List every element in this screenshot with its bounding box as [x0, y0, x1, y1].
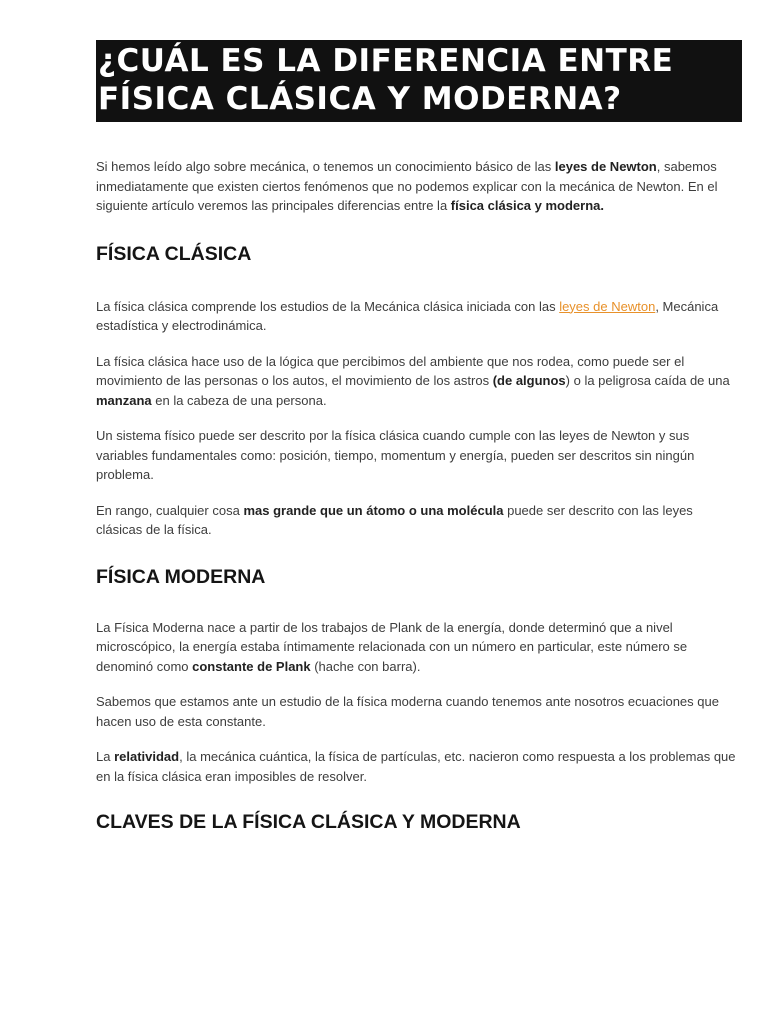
moderna-p3-bold-relatividad: relatividad	[114, 749, 180, 764]
clasica-p2-bold-1: (de algunos	[492, 373, 566, 388]
heading-fisica-moderna: FÍSICA MODERNA	[96, 565, 266, 588]
title-line-2: FÍSICA CLÁSICA Y MODERNA?	[98, 81, 622, 117]
page-title	[96, 40, 742, 122]
clasica-p1-text-1: La física clásica comprende los estudios de la Mecánica clásica iniciada con las	[96, 298, 560, 314]
moderna-p1-text-1: La Física Moderna nace a partir de los trabajos de Plank de la energía, donde determinó que a nivel microscópico, la energía estaba íntimamente relacionada con un número en particular, este número se denominó como	[96, 619, 688, 674]
intro-bold-leyes-newton: leyes de Newton	[554, 159, 657, 174]
moderna-p1-text-2: (hache con barra).	[310, 658, 421, 674]
clasica-p2-text-1: La física clásica hace uso de la lógica que percibimos del ambiente que nos rodea, como puede ser el movimiento de las personas o los autos, el movimiento de los astros	[96, 353, 685, 388]
clasica-p4-text-1: En rango, cualquier cosa	[96, 502, 244, 518]
clasica-p2-text-3: en la cabeza de una persona.	[151, 392, 327, 408]
leyes-de-newton-link[interactable]: leyes de Newton	[559, 298, 656, 314]
moderna-p1-bold-constante: constante de Plank	[192, 658, 311, 674]
heading-fisica-clasica: FÍSICA CLÁSICA	[96, 242, 252, 265]
intro-bold-fisica: física clásica y moderna.	[450, 198, 604, 213]
moderna-p3-text-2: , la mecánica cuántica, la física de partículas, etc. nacieron como respuesta a los problemas que en la física clásica eran imposibles de resolver.	[96, 749, 736, 784]
intro-paragraph	[96, 157, 742, 216]
article	[96, 40, 742, 834]
intro-text-2: , sabemos inmediatamente que existen ciertos fenómenos que no podemos explicar con la mecánica de Newton. En el siguiente artículo veremos las principales diferencias entre la	[96, 159, 718, 213]
clasica-p4-bold: mas grande que un átomo o una molécula	[243, 502, 504, 518]
moderna-paragraph-3	[96, 747, 742, 786]
clasica-p1-text-2: , Mecánica estadística y electrodinámica.	[96, 298, 719, 333]
clasica-p2-text-2: ) o la peligrosa caída de una	[565, 373, 730, 388]
moderna-p3-text-1: La	[96, 749, 115, 764]
clasica-p4-text-2: puede ser descrito con las leyes clásicas de la física.	[96, 502, 693, 537]
clasica-p2-bold-manzana: manzana	[96, 392, 152, 408]
moderna-paragraph-2: Sabemos que estamos ante un estudio de la física moderna cuando tenemos ante nosotros ecuaciones que hacen uso de esta constante.	[96, 694, 719, 729]
clasica-paragraph-1	[96, 297, 742, 336]
clasica-paragraph-4	[96, 501, 742, 540]
moderna-paragraph-1	[96, 618, 742, 677]
intro-text-1: Si hemos leído algo sobre mecánica, o tenemos un conocimiento básico de las	[96, 159, 555, 174]
clasica-paragraph-2	[96, 352, 742, 411]
title-line-1: ¿CUÁL ES LA DIFERENCIA ENTRE	[98, 43, 674, 79]
heading-claves: CLAVES DE LA FÍSICA CLÁSICA Y MODERNA	[96, 811, 521, 833]
clasica-paragraph-3: Un sistema físico puede ser descrito por la física clásica cuando cumple con las leyes de Newton y sus variables fundamentales como: posición, tiempo, momentum y energía, pueden ser descritos sin ningún problema.	[96, 428, 695, 482]
